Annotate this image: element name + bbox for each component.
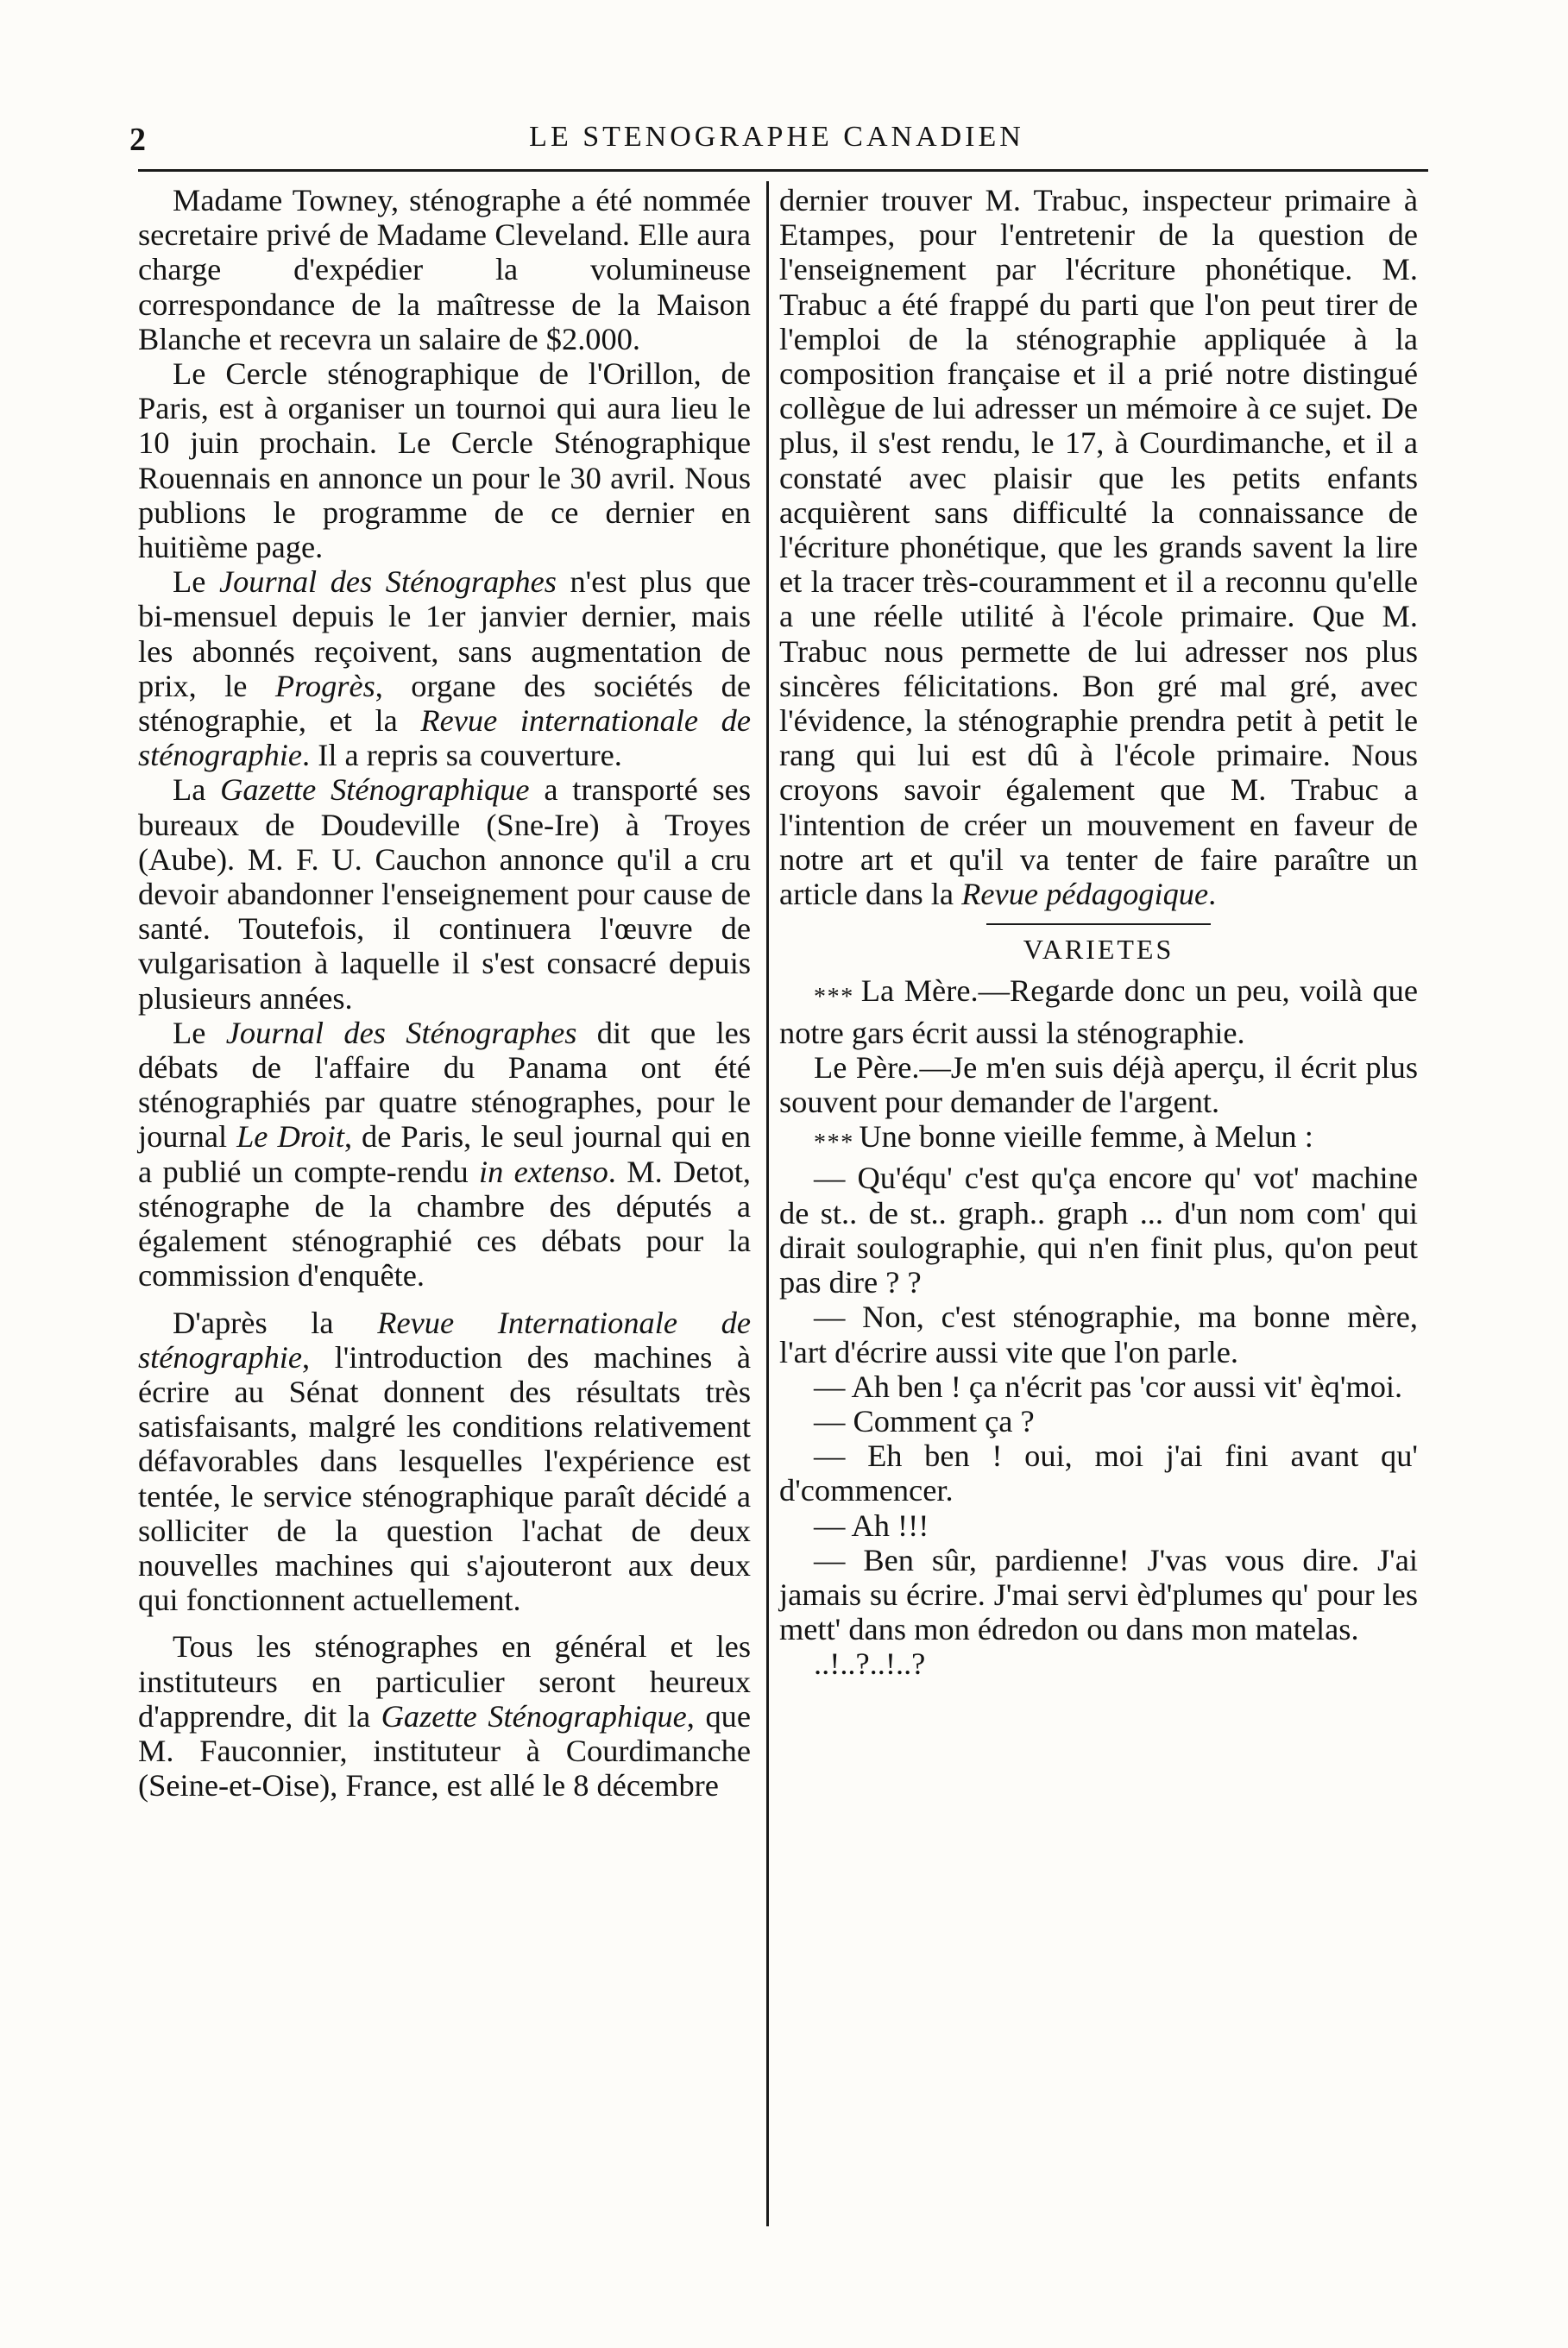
- paragraph-fauconnier: Tous les sténographes en général et les instituteurs en particulier seront heureux d'apprendre, dit la Gazette Sténographique, que M. Fauconnier, instituteur à Courdimanche (Seine-et-Oise), France, est allé le 8 décembre: [138, 1629, 751, 1803]
- dialogue-line: — Eh ben ! oui, moi j'ai fini avant qu' d'commencer.: [779, 1438, 1418, 1508]
- page-header: [129, 121, 1424, 164]
- variete-pere: Le Père.—Je m'en suis déjà aperçu, il écrit plus souvent pour demander de l'argent.: [779, 1049, 1418, 1120]
- paragraph-towney: Madame Towney, sténographe a été nommée secretaire privé de Madame Cleveland. Elle aura charge d'expédier la volumineuse correspondance de la maîtresse de la Maison Blanche et recevra un salaire de $2.000.: [138, 183, 751, 356]
- variete-mere: * * * La Mère.—Regarde donc un peu, voilà que notre gars écrit aussi la sténographie.: [779, 973, 1418, 1050]
- section-title-varietes: VARIETES: [779, 923, 1418, 966]
- asterism-icon: * * *: [814, 1130, 852, 1157]
- paragraph-senat: D'après la Revue Internationale de sténographie, l'introduction des machines à écrire au Sénat donnent des résultats très satisfaisants, malgré les conditions relativement défavorables dans lesquelles l'expérience est tentée, le service sténographique paraît décidé a solliciter de la question l'achat de deux nouvelles machines qui s'ajouteront aux deux qui fonctionnent actuellement.: [138, 1305, 752, 1618]
- header-rule: [138, 169, 1428, 172]
- left-column: [138, 183, 751, 1803]
- variete-melun: * * * Une bonne vieille femme, à Melun :: [814, 1119, 1313, 1157]
- dialogue-line: — Ah !!!: [814, 1508, 929, 1543]
- page-number: 2: [129, 122, 146, 158]
- asterism-icon: * * *: [814, 984, 852, 1011]
- paragraph-journal: Le Journal des Sténographes n'est plus que bi-mensuel depuis le 1er janvier dernier, mais les abonnés reçoivent, sans augmentation de prix, le Progrès, organe des sociétés de sténographie, et la Revue internationale de sténographie. Il a repris sa couverture.: [138, 564, 751, 773]
- paragraph-trabuc: dernier trouver M. Trabuc, inspecteur primaire à Etampes, pour l'entretenir de la question de l'enseignement par l'écriture phonétique. M. Trabuc a été frappé du parti que l'on peut tirer de l'emploi de la sténographie appliquée à la composition française et il a prié notre distingué collègue de lui adresser un mémoire à ce sujet. De plus, il s'est rendu, le 17, à Courdimanche, et il a constaté avec plaisir que les petits enfants acquièrent sans difficulté la connaissance de l'écriture phonétique, que les grands savent la lire et la tracer très-couramment et il a reconnu qu'elle a une réelle utilité à l'école primaire. Que M. Trabuc nous permette de lui adresser nos plus sincères félicitations. Bon gré mal gré, avec l'évidence, la sténographie prendra petit à petit le rang qui lui est dû à l'école primaire. Nous croyons savoir également que M. Trabuc a l'intention de créer un mouvement en faveur de notre art et qu'il va tenter de faire paraître un article dans la Revue pédagogique.: [779, 183, 1418, 912]
- dialogue-line: — Qu'équ' c'est qu'ça encore qu' vot' machine de st.. de st.. graph.. graph ... d'un nom com' qui dirait soulographie, qui n'en finit plus, qu'on peut pas dire ? ?: [779, 1161, 1418, 1300]
- running-title: LE STENOGRAPHE CANADIEN: [529, 121, 1024, 153]
- dialogue-line: — Ben sûr, pardienne! J'vas vous dire. J'ai jamais su écrire. J'mai servi èd'plumes qu' pour les mett' dans mon édredon ou dans mon matelas.: [779, 1542, 1418, 1647]
- dialogue-line: — Non, c'est sténographie, ma bonne mère, l'art d'écrire aussi vite que l'on parle.: [779, 1300, 1418, 1369]
- column-divider: [766, 181, 769, 2226]
- dialogue-line: — Ah ben ! ça n'écrit pas 'cor aussi vit' èq'moi.: [814, 1369, 1403, 1404]
- paragraph-cercle: Le Cercle sténographique de l'Orillon, de Paris, est à organiser un tournoi qui aura lieu le 10 juin prochain. Le Cercle Sténographique Rouennais en annonce un pour le 30 avril. Nous publions le programme de ce dernier en huitième page.: [138, 356, 751, 565]
- right-column: [779, 183, 1418, 1682]
- paragraph-gazette: La Gazette Sténographique a transporté ses bureaux de Doudeville (Sne-Ire) à Troyes (Aube). M. F. U. Cauchon annonce qu'il a cru devoir abandonner l'enseignement pour cause de santé. Toutefois, il continuera l'œuvre de vulgarisation à laquelle il s'est consacré depuis plusieurs années.: [138, 772, 751, 1016]
- paragraph-panama: Le Journal des Sténographes dit que les débats de l'affaire du Panama ont été sténographiés par quatre sténographes, pour le journal Le Droit, de Paris, le seul journal qui en a publié un compte-rendu in extenso. M. Detot, sténographe de la chambre des députés a également sténographié ces débats pour la commission d'enquête.: [138, 1015, 751, 1294]
- dialogue-line: — Comment ça ?: [814, 1403, 1035, 1438]
- dialogue-ending: ..!..?..!..?: [814, 1646, 926, 1682]
